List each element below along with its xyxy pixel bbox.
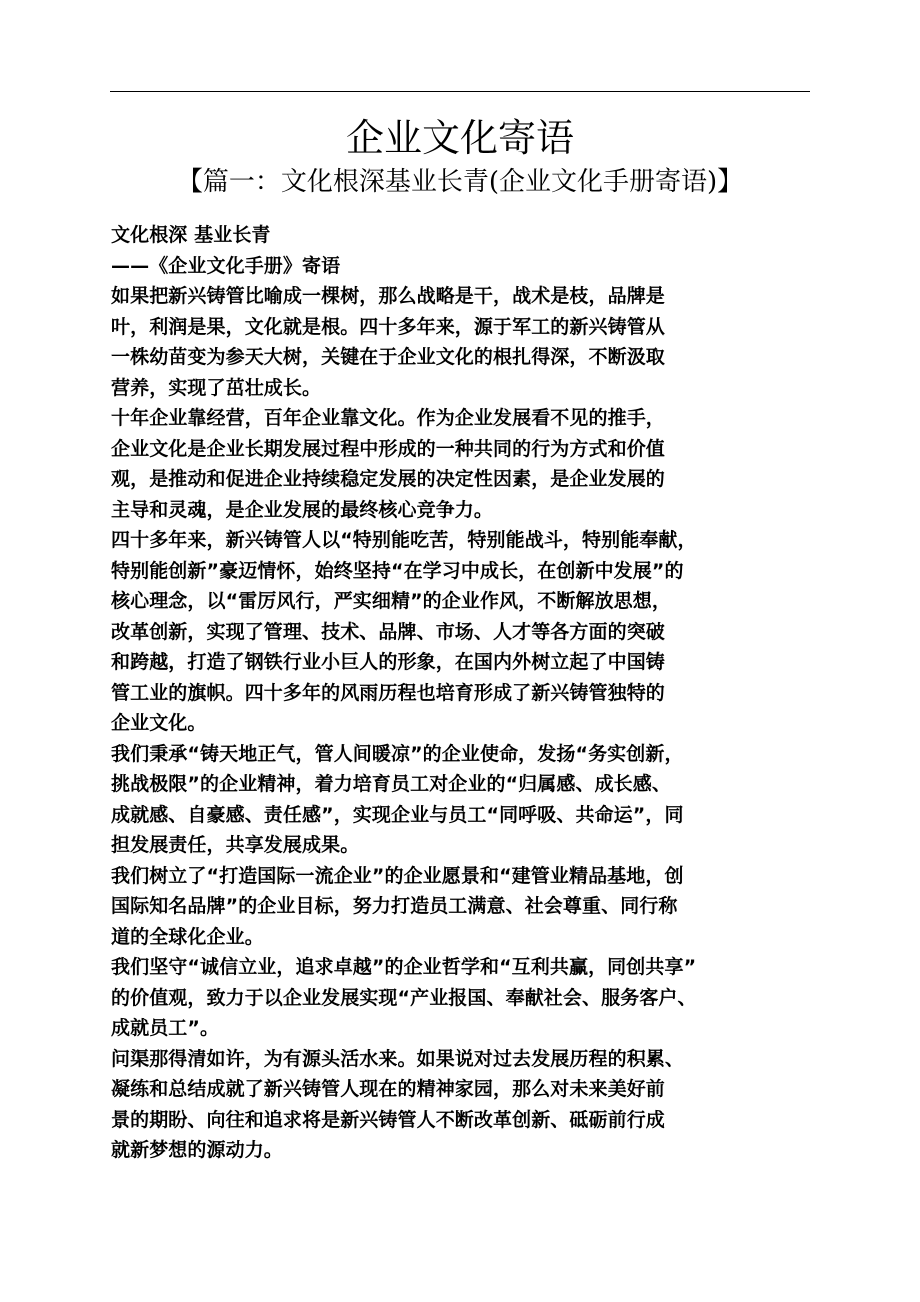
body-line: 问渠那得清如许，为有源头活水来。如果说对过去发展历程的积累、: [111, 1047, 685, 1070]
body-line: 一株幼苗变为参天大树，关键在于企业文化的根扎得深，不断汲取: [111, 346, 665, 368]
body-line: 改革创新，实现了管理、技术、品牌、市场、人才等各方面的突破: [111, 620, 665, 643]
body-line: 担发展责任，共享发展成果。: [111, 834, 360, 856]
body-line: 我们秉承“铸天地正气，管人间暖凉”的企业使命，发扬“务实创新，: [111, 742, 684, 765]
body-line: 的价值观，致力于以企业发展实现“产业报国、奉献社会、服务客户、: [111, 986, 697, 1009]
body-line: 四十多年来，新兴铸管人以“特别能吃苦，特别能战斗，特别能奉献，: [111, 529, 697, 551]
document-body: [111, 220, 831, 1166]
body-line: 管工业的旗帜。四十多年的风雨历程也培育形成了新兴铸管独特的: [111, 681, 665, 704]
body-line: 观，是推动和促进企业持续稳定发展的决定性因素，是企业发展的: [111, 468, 665, 490]
body-line: 和跨越，打造了钢铁行业小巨人的形象，在国内外树立起了中国铸: [111, 651, 665, 673]
document-subtitle: 【篇一：文化根深基业长青(企业文化手册寄语)】: [176, 167, 744, 197]
body-line: 叶，利润是果，文化就是根。四十多年来，源于军工的新兴铸管从: [111, 315, 665, 338]
body-line: 我们树立了“打造国际一流企业”的企业愿景和“建管业精品基地，创: [111, 864, 684, 887]
body-line: 主导和灵魂，是企业发展的最终核心竞争力。: [111, 498, 494, 521]
body-line: 文化根深 基业长青: [111, 224, 271, 246]
body-line: ——《企业文化手册》寄语: [111, 254, 341, 277]
body-line: 成就员工”。: [111, 1017, 220, 1039]
body-line: 营养，实现了茁壮成长。: [111, 376, 322, 399]
body-line: 就新梦想的源动力。: [111, 1139, 283, 1161]
body-line: 核心理念，以“雷厉风行，严实细精”的企业作风，不断解放思想，: [111, 590, 671, 612]
body-line: 如果把新兴铸管比喻成一棵树，那么战略是干，战术是枝，品牌是: [111, 285, 665, 307]
body-line: 成就感、自豪感、责任感”，实现企业与员工“同呼吸、共命运”，同: [111, 803, 684, 826]
body-line: 国际知名品牌”的企业目标，努力打造员工满意、社会尊重、同行称: [111, 895, 678, 917]
body-line: 企业文化是企业长期发展过程中形成的一种共同的行为方式和价值: [111, 437, 665, 460]
body-line: 特别能创新”豪迈情怀，始终坚持“在学习中成长，在创新中发展”的: [111, 559, 684, 582]
body-line: 景的期盼、向往和追求将是新兴铸管人不断改革创新、砥砺前行成: [111, 1108, 665, 1131]
body-line: 凝练和总结成就了新兴铸管人现在的精神家园，那么对未来美好前: [111, 1078, 665, 1100]
body-line: 十年企业靠经营，百年企业靠文化。作为企业发展看不见的推手，: [111, 407, 665, 429]
body-line: 道的全球化企业。: [111, 925, 264, 948]
body-line: 挑战极限”的企业精神，着力培育员工对企业的“归属感、成长感、: [111, 773, 671, 795]
header-rule: [110, 91, 810, 92]
body-line: 我们坚守“诚信立业，追求卓越”的企业哲学和“互利共赢，同创共享”: [111, 956, 697, 978]
body-line: 企业文化。: [111, 712, 207, 734]
document-title: 企业文化寄语: [345, 116, 574, 160]
